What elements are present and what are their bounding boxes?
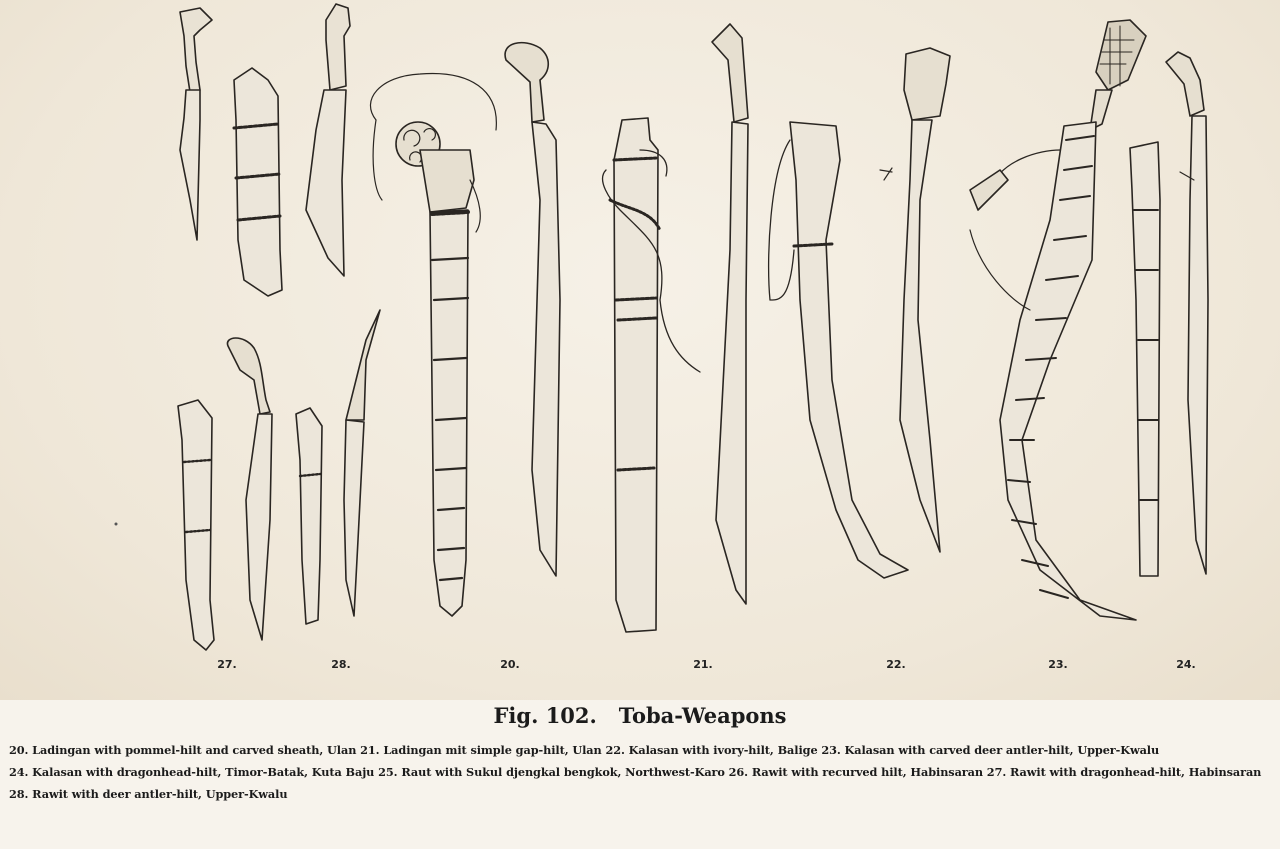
figure-number-28: 28.: [331, 658, 351, 671]
legend: [9, 743, 1271, 802]
legend-line-1: 20. Ladingan with pommel-hilt and carved sheath, Ulan 21. Ladingan mit simple gap-hilt, Ulan 22. Kalasan with ivory-hilt, Balige 23. Kalasan with carved deer antler-hilt, Upper-Kwalu: [9, 743, 1160, 757]
sheath-24: [1130, 142, 1160, 576]
weapon-rawit-27: [227, 338, 272, 640]
figure-number-23: 23.: [1048, 658, 1068, 671]
figure-number-22: 22.: [886, 658, 906, 671]
weapon-curved-hilt: [505, 43, 560, 576]
figure-number-24: 24.: [1176, 658, 1196, 671]
figure-title: Fig. 102. Toba-Weapons: [493, 703, 787, 728]
weapon-ladingan-20: [370, 73, 496, 616]
weapon-rawit-28: [344, 310, 380, 616]
weapon-flared-hilt: [880, 48, 950, 552]
weapon-knife-2: [306, 4, 350, 276]
legend-line-2: 24. Kalasan with dragonhead-hilt, Timor-Batak, Kuta Baju 25. Raut with Sukul djengkal bengkok, Northwest-Karo 26. Rawit with recurved hilt, Habinsaran 27. Rawit with dragonhead-hilt, Habinsaran: [9, 765, 1262, 779]
figure-number-20: 20.: [500, 658, 520, 671]
figure-number-21: 21.: [693, 658, 713, 671]
sheath-27: [178, 400, 214, 650]
weapon-kalasan-24: [1166, 52, 1208, 574]
weapon-kalasan-23: [970, 20, 1146, 620]
weapon-ladingan-21: [603, 118, 700, 632]
legend-line-3: 28. Rawit with deer antler-hilt, Upper-Kwalu: [9, 787, 288, 801]
figure-number-27: 27.: [217, 658, 237, 671]
sheath-1: [234, 68, 282, 296]
weapon-long-sword: [712, 24, 748, 604]
weapon-knife-1: [180, 8, 212, 240]
weapon-kalasan-22: [769, 122, 908, 578]
sheath-28: [296, 408, 322, 624]
